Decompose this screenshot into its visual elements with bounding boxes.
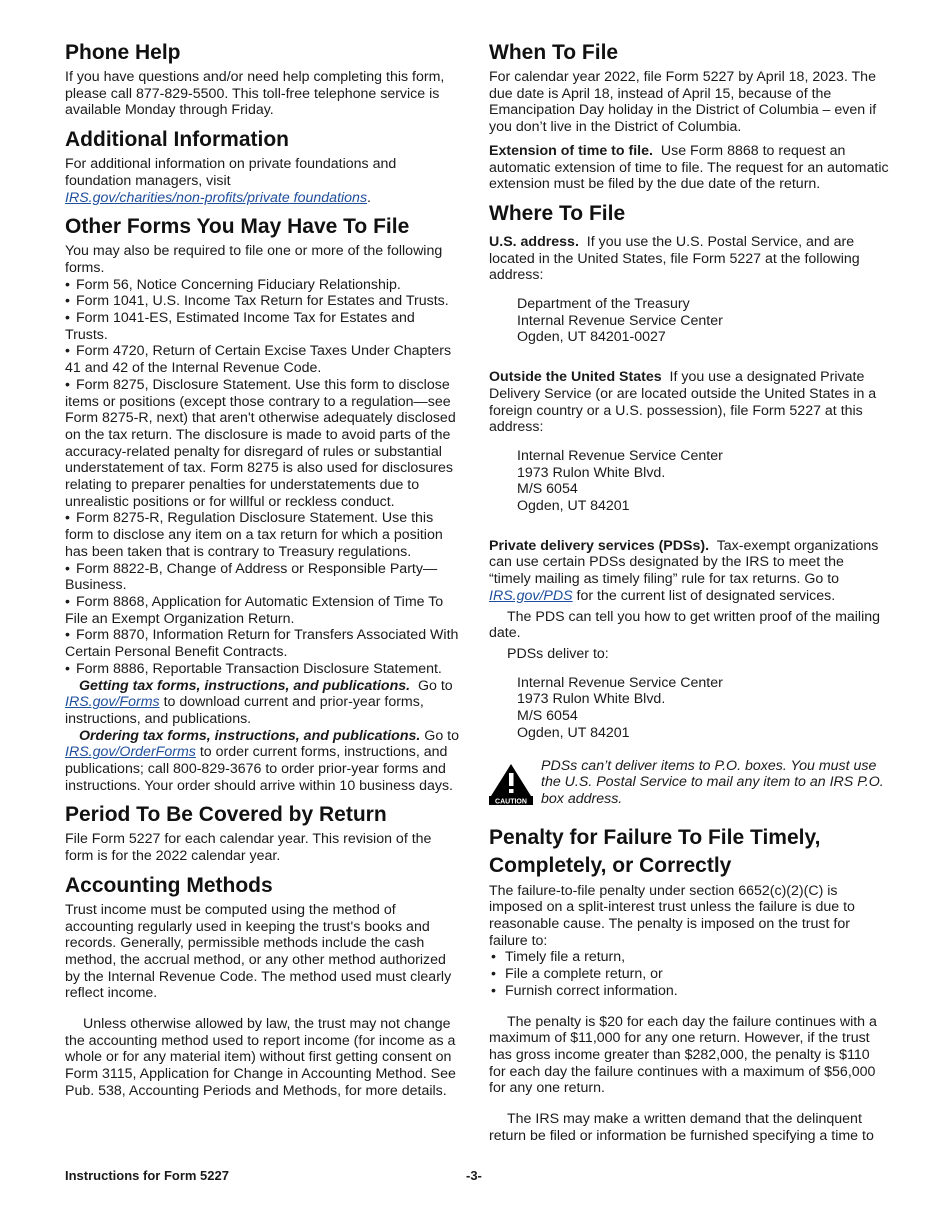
extension-paragraph xyxy=(489,143,889,193)
penalty-list xyxy=(489,949,889,999)
penalty-p2: The penalty is $20 for each day the failure continues with a maximum of $11,000 for any one return. However, if the trust has gross income greater than $282,000, the penalty is $110 for each day the failure continues with a maximum of $56,000 for any one return. xyxy=(489,1013,877,1097)
pds-title: Private delivery services (PDSs). xyxy=(489,537,710,554)
address-line: 1973 Rulon White Blvd. xyxy=(517,464,666,481)
phone-help-text: If you have questions and/or need help completing this form, please call 877-829-5500. This toll-free telephone service is available Monday through Friday. xyxy=(65,69,445,119)
caution-box xyxy=(489,758,889,808)
list-item: • Form 8868, Application for Automatic Extension of Time To File an Exempt Organization Return. xyxy=(65,594,460,627)
additional-info-heading: Additional Information xyxy=(65,128,289,152)
period-heading: Period To Be Covered by Return xyxy=(65,803,387,827)
page-footer xyxy=(65,1168,885,1183)
accounting-heading: Accounting Methods xyxy=(65,873,273,897)
pds-text: Tax-exempt organizations can use certain PDSs designated by the IRS to meet the “timely mailing as timely filing” rule for tax returns. Go to xyxy=(489,537,879,588)
outside-us-text: If you use a designated Private Delivery Service (or are located outside the United States in a foreign country or a U.S. possession), file Form 5227 at this address: xyxy=(489,369,877,436)
list-item: • Form 8275, Disclosure Statement. Use this form to disclose items or positions (except those contrary to a regulation—see Form 8275-R, next) that aren't otherwise adequately disclosed on the tax return. The disclosure is made to avoid parts of the accuracy-related penalty for disregard of rules or substantial understatement of tax. Form 8275 is also used for disclosures relating to preparer penalties for understatements due to unrealistic positions or for willful or reckless conduct. xyxy=(65,377,460,511)
left-column xyxy=(65,40,460,1100)
penalty-p3: The IRS may make a written demand that the delinquent return be filed or information be furnished specifying a time to xyxy=(489,1111,874,1144)
us-address-text: If you use the U.S. Postal Service, and are located in the United States, file Form 5227 at the following address: xyxy=(489,233,860,284)
additional-info-body: For additional information on private foundations and foundation managers, visit xyxy=(65,156,397,189)
penalty-intro: The failure-to-file penalty under section 6652(c)(2)(C) is imposed on a split-interest trust unless the failure is due to reasonable cause. The penalty is imposed on the trust for failure to: xyxy=(489,882,855,949)
outside-us-address xyxy=(517,448,889,515)
ordering-forms-pre: Go to xyxy=(424,727,459,744)
private-foundations-link[interactable]: IRS.gov/charities/non-profits/private foundations xyxy=(65,189,368,206)
irs-pds-link[interactable]: IRS.gov/PDS xyxy=(489,587,573,604)
address-line: Internal Revenue Service Center xyxy=(517,312,723,329)
outside-us-paragraph xyxy=(489,369,889,436)
list-item: • Form 8870, Information Return for Transfers Associated With Certain Personal Benefit Contracts. xyxy=(65,627,460,660)
list-item: • Form 1041, U.S. Income Tax Return for Estates and Trusts. xyxy=(65,293,460,310)
address-line: M/S 6054 xyxy=(517,481,578,498)
caution-icon xyxy=(489,762,533,806)
address-line: Internal Revenue Service Center xyxy=(517,447,723,464)
ordering-forms-paragraph xyxy=(65,728,460,795)
irs-orderforms-link[interactable]: IRS.gov/OrderForms xyxy=(65,744,196,761)
us-mailing-address xyxy=(517,296,889,346)
where-to-file-heading: Where To File xyxy=(489,201,626,225)
phone-help-heading: Phone Help xyxy=(65,41,181,64)
list-item: • Form 4720, Return of Certain Excise Taxes Under Chapters 41 and 42 of the Internal Revenue Code. xyxy=(65,343,460,376)
extension-text: Use Form 8868 to request an automatic extension of time to file. The request for an automatic extension must be filed by the due date of the return. xyxy=(489,142,889,193)
us-address-title: U.S. address. xyxy=(489,233,579,250)
footer-title: Instructions for Form 5227 xyxy=(65,1168,229,1183)
pds-address xyxy=(517,675,889,742)
getting-forms-pre: Go to xyxy=(417,677,453,694)
list-item: • Furnish correct information. xyxy=(489,983,889,1000)
penalty-heading xyxy=(489,824,889,880)
address-line: M/S 6054 xyxy=(517,708,578,725)
caution-label: CAUTION xyxy=(495,798,527,805)
penalty-heading-line1: Penalty for Failure To File Timely, xyxy=(489,825,821,849)
pds-post: for the current list of designated services. xyxy=(576,587,836,604)
other-forms-list xyxy=(65,277,460,678)
list-item: • File a complete return, or xyxy=(489,966,889,983)
address-line: Ogden, UT 84201 xyxy=(517,724,630,741)
list-item: • Form 56, Notice Concerning Fiduciary Relationship. xyxy=(65,277,460,294)
pds-paragraph xyxy=(489,538,889,605)
us-address-paragraph xyxy=(489,234,889,284)
pds-deliver: PDSs deliver to: xyxy=(507,645,609,662)
accounting-p1: Trust income must be computed using the method of accounting regularly used in keeping the trust's books and records. Generally, permissible methods include the cash method, the accrual method, or any other method authorized by the Internal Revenue Code. The method used must clearly reflect income. xyxy=(65,901,452,1002)
address-line: Ogden, UT 84201-0027 xyxy=(517,329,666,346)
accounting-p2: Unless otherwise allowed by law, the trust may not change the accounting method used to report income (for income as a whole or for any material item) without first getting consent on Form 3115, Application for Change in Accounting Method. See Pub. 538, Accounting Periods and Methods, for more details. xyxy=(65,1016,456,1099)
ordering-forms-title: Ordering tax forms, instructions, and publications. xyxy=(79,727,421,744)
list-item: • Form 8886, Reportable Transaction Disclosure Statement. xyxy=(65,661,460,678)
additional-info-text xyxy=(65,156,460,206)
when-to-file-text: For calendar year 2022, file Form 5227 by April 18, 2023. The due date is April 18, instead of April 15, because of the Emancipation Day holiday in the District of Columbia – even if you don’t live in the District of Columbia. xyxy=(489,69,877,136)
other-forms-intro: You may also be required to file one or more of the following forms. xyxy=(65,243,443,276)
ordering-forms-post: to order current forms, instructions, and publications; call 800-829-3676 to order prior-year forms and instructions. Your order should arrive within 10 business days. xyxy=(65,744,454,794)
list-item: • Form 8822-B, Change of Address or Responsible Party—Business. xyxy=(65,561,460,594)
right-column xyxy=(489,40,889,1144)
address-line: 1973 Rulon White Blvd. xyxy=(517,691,666,708)
address-line: Department of the Treasury xyxy=(517,296,690,313)
address-line: Internal Revenue Service Center xyxy=(517,674,723,691)
getting-forms-paragraph xyxy=(65,678,460,728)
page-number: -3- xyxy=(466,1168,482,1183)
when-to-file-heading: When To File xyxy=(489,41,619,64)
list-item: • Form 8275-R, Regulation Disclosure Statement. Use this form to disclose any item on a tax return for which a position has been taken that is contrary to Treasury regulations. xyxy=(65,510,460,560)
getting-forms-post: to download current and prior-year forms, instructions, and publications. xyxy=(65,694,424,727)
irs-forms-link[interactable]: IRS.gov/Forms xyxy=(65,694,160,711)
list-item: • Form 1041-ES, Estimated Income Tax for Estates and Trusts. xyxy=(65,310,460,343)
extension-title: Extension of time to file. xyxy=(489,142,653,159)
getting-forms-title: Getting tax forms, instructions, and publications. xyxy=(79,677,411,694)
address-line: Ogden, UT 84201 xyxy=(517,498,630,515)
caution-text: PDSs can’t deliver items to P.O. boxes. You must use the U.S. Postal Service to mail any item to an IRS P.O. box address. xyxy=(541,757,884,807)
penalty-heading-line2: Completely, or Correctly xyxy=(489,853,732,877)
pds-proof: The PDS can tell you how to get written proof of the mailing date. xyxy=(489,608,881,642)
list-item: • Timely file a return, xyxy=(489,949,889,966)
outside-us-title: Outside the United States xyxy=(489,369,662,386)
other-forms-heading: Other Forms You May Have To File xyxy=(65,215,410,239)
period-text: File Form 5227 for each calendar year. This revision of the form is for the 2022 calendar year. xyxy=(65,831,432,865)
additional-info-suffix: . xyxy=(367,189,371,206)
